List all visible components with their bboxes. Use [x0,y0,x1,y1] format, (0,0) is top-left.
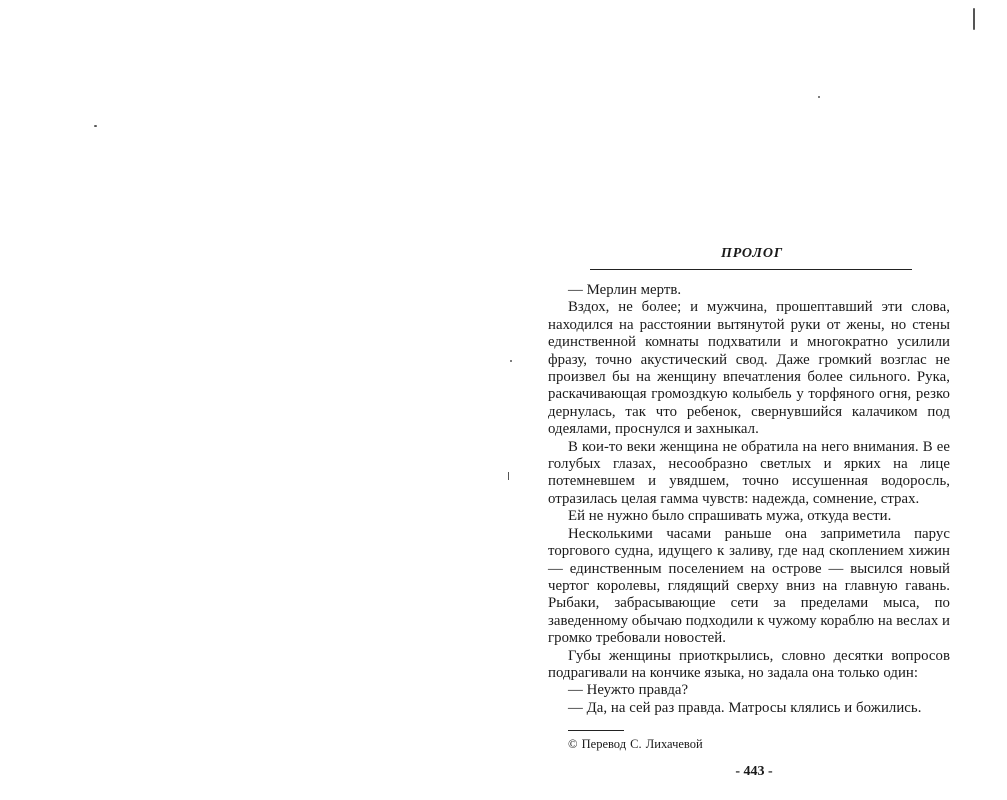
paragraph: — Неужто правда? [568,682,689,699]
scan-speck [508,472,509,480]
paragraph: Губы женщины приоткрылись, словно десятки вопросов подрагивали на кончике языка, но задала она только один: [548,647,950,681]
paragraph: — Да, на сей раз правда. Матросы клялись и божились. [568,699,922,716]
right-page [548,246,950,780]
paragraph: Ей не нужно было спрашивать мужа, откуда вести. [568,508,892,525]
chapter-title: ПРОЛОГ [721,246,783,261]
scan-speck [94,125,97,127]
title-rule [590,269,912,270]
paragraph: — Мерлин мертв. [568,282,682,298]
footnote-rule [568,730,624,731]
left-page [0,0,500,800]
scan-speck [818,96,820,98]
page-number: - 443 - [735,764,773,780]
paragraph: В кои-то веки женщина не обратила на него внимания. В ее голубых глазах, несообразно светлых и ярких на лице потемневшем и увядшем, точно иссушенная водоросль, отразилась целая гамма чувств: надежда, сомнение, страх. [548,438,950,507]
paragraph: Вздох, не более; и мужчина, прошептавший эти слова, находился на расстоянии вытянутой руки от жены, но стены единственной комнаты подхватили и многократно усилили фразу, точно акустический свод. Даже громкий возглас не произвел бы на женщину впечатления более сильного. Рука, раскачивающая громоздкую колыбель у торфяного огня, резко дернулась, так что ребенок, свернувшийся калачиком под одеялами, проснулся и захныкал. [548,299,950,438]
paragraph: Несколькими часами раньше она заприметила парус торгового судна, идущего к заливу, где над скоплением хижин — единственным поселением на острове — высился новый чертог королевы, глядящий сверху вниз на главную гавань. Рыбаки, забрасывающие сети за пределами мыса, по заведенному обычаю подходили к чужому кораблю на веслах и громко требовали новостей. [548,525,950,647]
body-text [548,282,950,717]
footnote: © Перевод С. Лихачевой [568,737,703,752]
scan-speck [510,360,512,362]
scan-speck [973,8,975,30]
